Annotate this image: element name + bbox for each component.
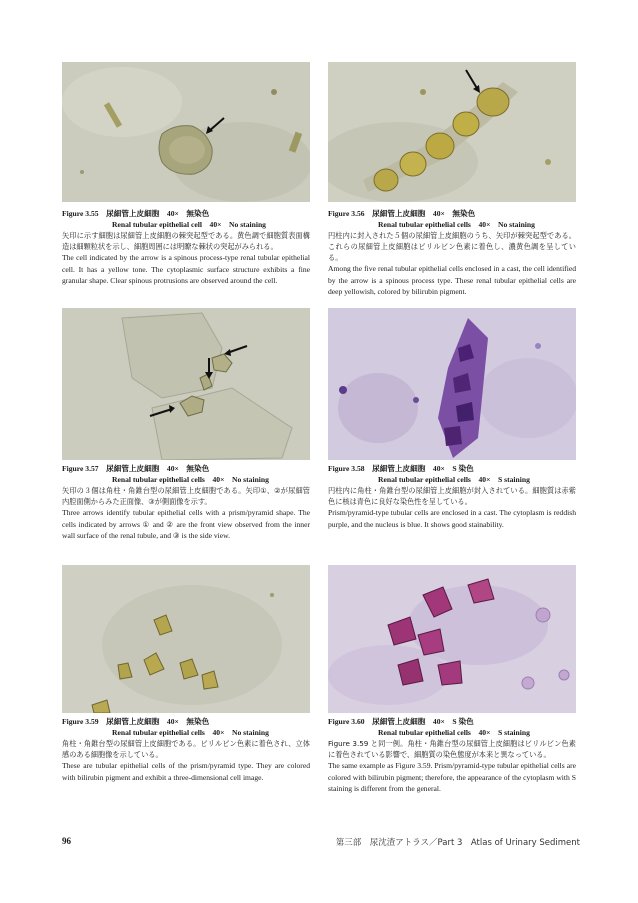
figure-heading: Figure 3.56 尿細管上皮細胞 40× 無染色 [328,209,476,218]
figure-body-text: Among the five renal tubular epithelial cells enclosed in a cast, the cell identified by the arrow is a spinous process type. These renal tubular epithelial cells are deep yellowish, colored by bilirubin pigment. [328,264,576,296]
figure-body-text: The cell indicated by the arrow is a spinous process-type renal tubular epithelial cell. It has a yellow tone. The cytoplasmic surface structure exhibits a fine granular shape. Clear spinous protrusions are observed around the cell. [62,253,310,285]
micrograph-3-56 [328,62,576,202]
figure-heading: Figure 3.57 尿細管上皮細胞 40× 無染色 [62,464,210,473]
figure-japanese-text: 角柱・角錐台型の尿細管上皮細胞である。ビリルビン色素に着色され、立体感のある細胞像を示している。 [62,739,310,760]
figure-body-text: Prism/pyramid-type tubular cells are enclosed in a cast. The cytoplasm is reddish purple, and the nucleus is blue. It shows good stainability. [328,508,576,529]
figure-english-title: Renal tubular epithelial cells 40× No staining [112,475,269,485]
figure-english-title: Renal tubular epithelial cell 40× No staining [112,220,266,230]
figure-body-text: Three arrows identify tubular epithelial cells with a prism/pyramid shape. The cells indicated by arrows ① and ② are the front view observed from the inner wall surface of the renal tubule, and ③ is the side view. [62,508,310,540]
figure-japanese-text: 円柱内に角柱・角錐台型の尿細管上皮細胞が封入されている。細胞質は赤紫色に核は青色に良好な染色性を呈している。 [328,486,576,507]
micrograph-3-60 [328,565,576,713]
figure-japanese-text: 矢印の３個は角柱・角錐台型の尿細管上皮細胞である。矢印①、②が尿細管内腔面側からみた正面像、③が側面像を示す。 [62,486,310,507]
figure-heading: Figure 3.55 尿細管上皮細胞 40× 無染色 [62,209,210,218]
micrograph-3-58 [328,308,576,460]
micrograph-3-59 [62,565,310,713]
figure-japanese-text: 円柱内に封入された５個の尿細管上皮細胞のうち、矢印が棘突起型である。これらの尿細管上皮細胞はビリルビン色素に着色し、濃黄色調を呈している。 [328,231,576,263]
figure-english-title: Renal tubular epithelial cells 40× No staining [378,220,535,230]
caption-3-56 [328,208,576,297]
figure-body-text: The same example as Figure 3.59. Prism/pyramid-type tubular epithelial cells are colored with bilirubin pigment; therefore, the appearance of the cytoplasm with S staining is different from the general. [328,761,576,793]
caption-3-58 [328,463,576,530]
figure-english-title: Renal tubular epithelial cells 40× No staining [112,728,269,738]
figure-heading: Figure 3.59 尿細管上皮細胞 40× 無染色 [62,717,210,726]
caption-3-57 [62,463,310,541]
running-footer: 第三部 尿沈渣アトラス／Part 3 Atlas of Urinary Sediment [335,838,580,848]
figure-japanese-text: 矢印に示す細胞は尿細管上皮細胞の棘突起型である。黄色調で細胞質表面構造は細顆粒状を示し、細胞周囲には明瞭な棘状の突起がみられる。 [62,231,310,252]
figure-heading: Figure 3.58 尿細管上皮細胞 40× S 染色 [328,464,474,473]
micrograph-3-57 [62,308,310,460]
page-number: 96 [62,836,71,846]
figure-english-title: Renal tubular epithelial cells 40× S staining [378,475,530,485]
figure-body-text: These are tubular epithelial cells of the prism/pyramid type. They are colored with bilirubin pigment and exhibit a three-dimensional cell image. [62,761,310,782]
figure-heading: Figure 3.60 尿細管上皮細胞 40× S 染色 [328,717,474,726]
micrograph-3-55 [62,62,310,202]
figure-japanese-text: Figure 3.59 と同一例。角柱・角錐台型の尿細管上皮細胞はビリルビン色素に着色されている影響で、細胞質の染色態度が本来と異なっている。 [328,739,576,760]
caption-3-59 [62,716,310,783]
caption-3-55 [62,208,310,286]
caption-3-60 [328,716,576,794]
figure-english-title: Renal tubular epithelial cells 40× S staining [378,728,530,738]
